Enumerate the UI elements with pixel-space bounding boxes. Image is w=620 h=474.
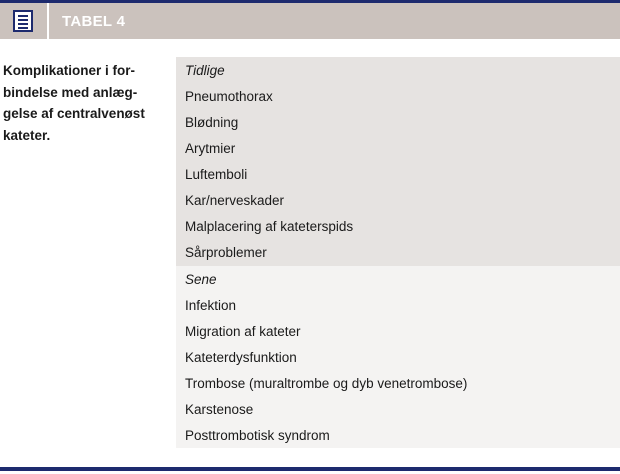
- list-item: Malplacering af kateterspids: [185, 219, 354, 234]
- list-item: Migration af kateter: [185, 324, 301, 339]
- list-item: Infektion: [185, 298, 237, 313]
- list-item: Pneumothorax: [185, 89, 273, 104]
- table-title: TABEL 4: [62, 13, 126, 30]
- late-heading: Sene: [185, 272, 217, 287]
- table-header-bar: [0, 0, 620, 39]
- list-item: Kar/nerveskader: [185, 193, 285, 208]
- list-item: Sårproblemer: [185, 245, 267, 260]
- early-complications-section: [176, 57, 620, 266]
- list-item: Karstenose: [185, 402, 254, 417]
- list-item: Luftemboli: [185, 167, 248, 182]
- list-item: Arytmier: [185, 141, 236, 156]
- table-caption: Komplikationer i for- bindelse med anlæg- gelse af centralvenøst kateter.: [3, 63, 145, 143]
- list-item: Trombose (muraltrombe og dyb venetrombose): [185, 376, 468, 391]
- list-item: Kateterdysfunktion: [185, 350, 297, 365]
- bottom-divider: [0, 467, 620, 471]
- early-heading: Tidlige: [185, 63, 225, 78]
- header-icon-box: [0, 3, 49, 39]
- list-item: Blødning: [185, 115, 239, 130]
- late-complications-section: [176, 266, 620, 448]
- document-list-icon: [13, 10, 33, 32]
- list-item: Posttrombotisk syndrom: [185, 428, 330, 443]
